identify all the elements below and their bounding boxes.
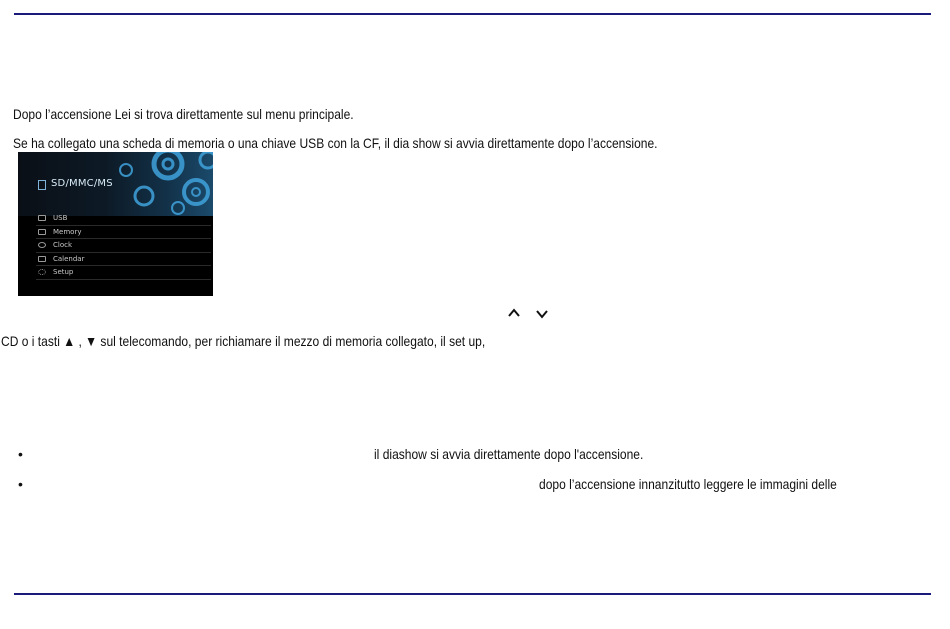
paragraph-main-menu: Dopo l’accensione Lei si trova direttamente sul menu principale. xyxy=(13,106,354,122)
device-menu-item-clock[interactable] xyxy=(36,239,211,253)
memory-icon xyxy=(38,229,46,235)
device-menu-item-setup[interactable] xyxy=(36,266,211,280)
bullet-marker: • xyxy=(18,446,23,462)
device-screenshot xyxy=(18,152,213,296)
bullet-item-1: il diashow si avvia direttamente dopo l'accensione. xyxy=(374,446,644,462)
device-menu-item-usb[interactable] xyxy=(36,212,211,226)
device-menu-label: USB xyxy=(53,214,68,222)
bottom-rule xyxy=(14,593,931,595)
calendar-icon xyxy=(38,256,46,262)
device-menu-label: Memory xyxy=(53,227,82,236)
chevron-down-icon xyxy=(537,311,547,317)
clock-icon xyxy=(38,242,46,248)
paragraph-remote-keys: CD o i tasti ▲ , ▼ sul telecomando, per richiamare il mezzo di memoria collegato, il set up, xyxy=(1,333,486,349)
bullet-marker: • xyxy=(18,476,23,492)
device-menu xyxy=(36,212,211,280)
gear-icon xyxy=(38,269,46,275)
usb-icon xyxy=(38,215,46,221)
sd-card-icon xyxy=(38,180,46,190)
device-menu-label: Clock xyxy=(53,241,73,249)
device-menu-item-memory[interactable] xyxy=(36,226,211,240)
top-rule xyxy=(14,13,931,15)
paragraph-slideshow-note: Se ha collegato una scheda di memoria o una chiave USB con la CF, il dia show si avvia direttamente dopo l’accensione. xyxy=(13,135,658,151)
device-menu-label: Calendar xyxy=(53,254,85,263)
device-banner xyxy=(18,152,213,216)
device-title: SD/MMC/MS xyxy=(51,178,113,189)
arrow-keys xyxy=(507,306,551,320)
chevron-up-icon xyxy=(509,310,519,316)
device-menu-item-calendar[interactable] xyxy=(36,253,211,267)
bullet-item-2: dopo l’accensione innanzitutto leggere le immagini delle xyxy=(539,476,837,492)
device-menu-label: Setup xyxy=(53,268,74,276)
